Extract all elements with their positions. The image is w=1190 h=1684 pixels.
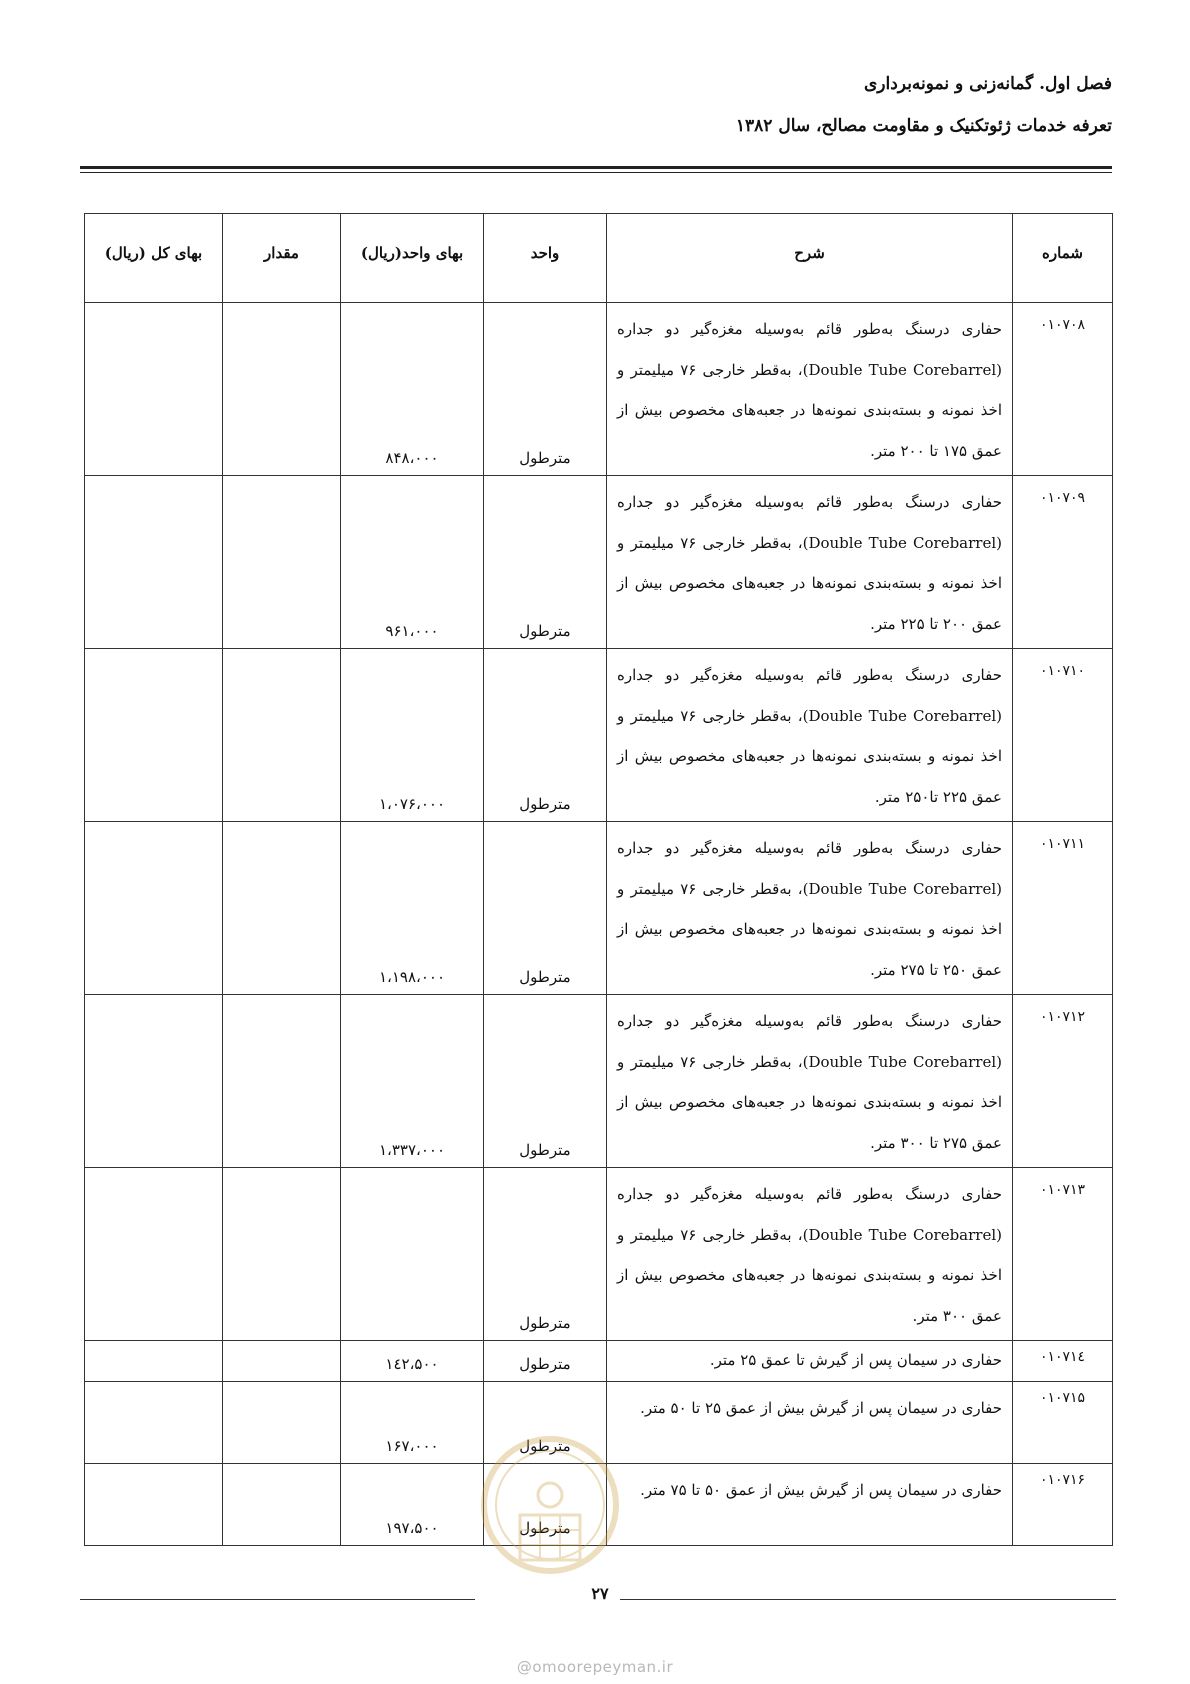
item-qty [223, 1168, 341, 1341]
item-unit-price: ۸۴۸،۰۰۰ [341, 303, 484, 476]
item-qty [223, 1341, 341, 1382]
table-row [85, 1341, 1113, 1382]
item-code: ۰۱۰۷۱۱ [1013, 822, 1113, 995]
item-total [85, 476, 223, 649]
table-row [85, 476, 1113, 649]
site-watermark: @omoorepeyman.ir [516, 1658, 674, 1676]
item-unit-price: ۱،۰۷۶،۰۰۰ [341, 649, 484, 822]
item-description: حفاری درسنگ به‌طور قائم به‌وسیله مغزه‌گیر دو جداره (Double Tube Corebarrel)، به‌قطر خارجی ۷۶ میلیمتر و اخذ نمونه و بسته‌بندی نمونه‌ها در جعبه‌های مخصوص بیش از عمق ۲۰۰ تا ۲۲۵ متر. [607, 476, 1013, 649]
item-description: حفاری درسنگ به‌طور قائم به‌وسیله مغزه‌گیر دو جداره (Double Tube Corebarrel)، به‌قطر خارجی ۷۶ میلیمتر و اخذ نمونه و بسته‌بندی نمونه‌ها در جعبه‌های مخصوص بیش از عمق ۱۷۵ تا ۲۰۰ متر. [607, 303, 1013, 476]
item-total [85, 649, 223, 822]
item-code: ۰۱۰۷۱۲ [1013, 995, 1113, 1168]
col-header-qty: مقدار [223, 214, 341, 303]
col-header-code: شماره [1013, 214, 1113, 303]
table-row [85, 1168, 1113, 1341]
table-row [85, 822, 1113, 995]
item-total [85, 303, 223, 476]
table-header-row [85, 214, 1113, 303]
item-description: حفاری در سیمان پس از گیرش بیش از عمق ۵۰ تا ۷۵ متر. [607, 1464, 1013, 1546]
item-unit-price: ۱،۳۳۷،۰۰۰ [341, 995, 484, 1168]
item-unit-price [341, 1168, 484, 1341]
footer-rule-left [80, 1599, 475, 1600]
item-total [85, 822, 223, 995]
table-row [85, 649, 1113, 822]
item-description: حفاری درسنگ به‌طور قائم به‌وسیله مغزه‌گیر دو جداره (Double Tube Corebarrel)، به‌قطر خارجی ۷۶ میلیمتر و اخذ نمونه و بسته‌بندی نمونه‌ها در جعبه‌های مخصوص بیش از عمق ۳۰۰ متر. [607, 1168, 1013, 1341]
item-qty [223, 303, 341, 476]
item-qty [223, 1382, 341, 1464]
item-description: حفاری درسنگ به‌طور قائم به‌وسیله مغزه‌گیر دو جداره (Double Tube Corebarrel)، به‌قطر خارجی ۷۶ میلیمتر و اخذ نمونه و بسته‌بندی نمونه‌ها در جعبه‌های مخصوص بیش از عمق ۲۵۰ تا ۲۷۵ متر. [607, 822, 1013, 995]
header-rule-thin [80, 172, 1112, 173]
item-unit-price: ۱۶۷،۰۰۰ [341, 1382, 484, 1464]
item-total [85, 1382, 223, 1464]
item-description: حفاری درسنگ به‌طور قائم به‌وسیله مغزه‌گیر دو جداره (Double Tube Corebarrel)، به‌قطر خارجی ۷۶ میلیمتر و اخذ نمونه و بسته‌بندی نمونه‌ها در جعبه‌های مخصوص بیش از عمق ۲۷۵ تا ۳۰۰ متر. [607, 995, 1013, 1168]
footer-rule-right [620, 1599, 1116, 1600]
item-unit-price: ۹۶۱،۰۰۰ [341, 476, 484, 649]
item-unit-price: ۱،۱۹۸،۰۰۰ [341, 822, 484, 995]
item-code: ۰۱۰۷۰۹ [1013, 476, 1113, 649]
page-number: ۲۷ [591, 1584, 609, 1603]
item-code: ۰۱۰۷۱۵ [1013, 1382, 1113, 1464]
item-code: ۰۱۰۷۱٤ [1013, 1341, 1113, 1382]
item-qty [223, 995, 341, 1168]
document-title: تعرفه خدمات ژئوتکنیک و مقاومت مصالح، سال ۱۳۸۲ [735, 116, 1112, 136]
col-header-unit: واحد [484, 214, 607, 303]
item-qty [223, 822, 341, 995]
item-qty [223, 1464, 341, 1546]
item-unit: مترطول [484, 303, 607, 476]
item-unit: مترطول [484, 1382, 607, 1464]
item-code: ۰۱۰۷۱۶ [1013, 1464, 1113, 1546]
item-unit: مترطول [484, 822, 607, 995]
chapter-title: فصل اول. گمانه‌زنی و نمونه‌برداری [864, 74, 1112, 94]
col-header-total: بهای کل (ریال) [85, 214, 223, 303]
item-total [85, 1168, 223, 1341]
item-unit: مترطول [484, 1168, 607, 1341]
header-rule [80, 166, 1112, 169]
item-unit: مترطول [484, 1464, 607, 1546]
item-unit: مترطول [484, 1341, 607, 1382]
item-total [85, 1464, 223, 1546]
item-unit: مترطول [484, 476, 607, 649]
item-qty [223, 649, 341, 822]
item-description: حفاری در سیمان پس از گیرش بیش از عمق ۲۵ تا ۵۰ متر. [607, 1382, 1013, 1464]
col-header-desc: شرح [607, 214, 1013, 303]
item-code: ۰۱۰۷۱۰ [1013, 649, 1113, 822]
item-description: حفاری در سیمان پس از گیرش تا عمق ۲۵ متر. [607, 1341, 1013, 1382]
item-code: ۰۱۰۷۰۸ [1013, 303, 1113, 476]
watermark-seal-icon [480, 1405, 620, 1605]
item-unit-price: ۱٤۲،۵۰۰ [341, 1341, 484, 1382]
table-row [85, 303, 1113, 476]
item-unit-price: ۱۹۷،۵۰۰ [341, 1464, 484, 1546]
item-unit: مترطول [484, 649, 607, 822]
item-total [85, 995, 223, 1168]
table-row [85, 995, 1113, 1168]
item-code: ۰۱۰۷۱۳ [1013, 1168, 1113, 1341]
page-header [80, 72, 1112, 138]
item-unit: مترطول [484, 995, 607, 1168]
col-header-unit-price: بهای واحد(ریال) [341, 214, 484, 303]
tariff-table [84, 213, 1113, 1546]
item-qty [223, 476, 341, 649]
item-description: حفاری درسنگ به‌طور قائم به‌وسیله مغزه‌گیر دو جداره (Double Tube Corebarrel)، به‌قطر خارجی ۷۶ میلیمتر و اخذ نمونه و بسته‌بندی نمونه‌ها در جعبه‌های مخصوص بیش از عمق ۲۲۵ تا۲۵۰ متر. [607, 649, 1013, 822]
item-total [85, 1341, 223, 1382]
